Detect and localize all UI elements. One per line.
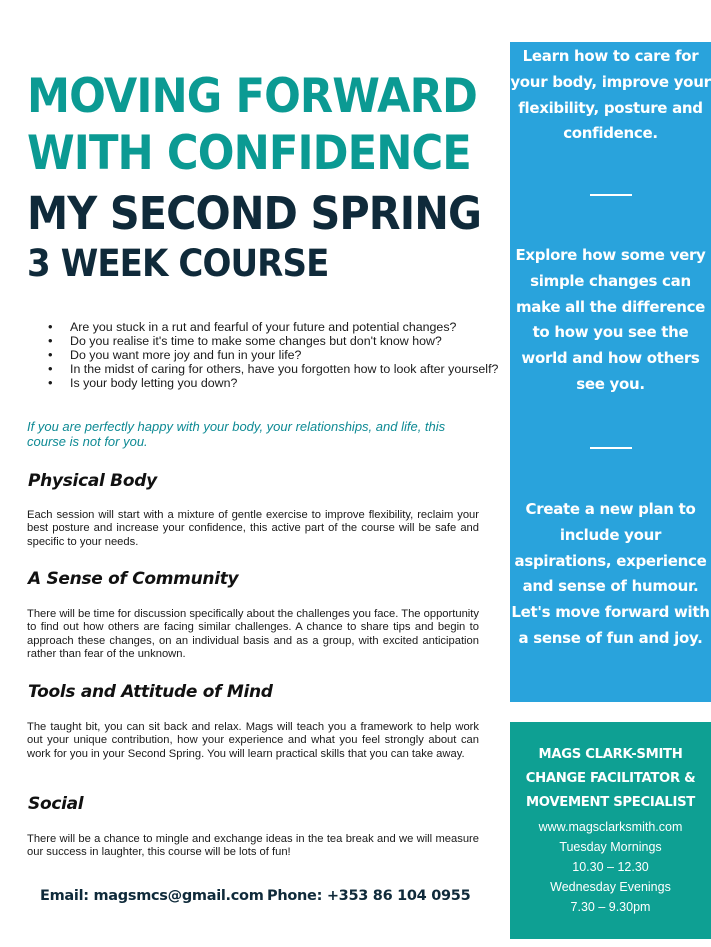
schedule-time-1: 10.30 – 12.30 bbox=[572, 860, 649, 874]
title-line-2: WITH CONFIDENCE bbox=[27, 126, 471, 181]
benefits-panel bbox=[510, 42, 711, 702]
schedule-time-2: 7.30 – 9.30pm bbox=[570, 900, 651, 914]
benefit-block-care: Learn how to care for your body, improve your flexibility, posture and confidence. bbox=[510, 47, 711, 143]
course-length: 3 WEEK COURSE bbox=[27, 242, 329, 285]
panel-divider bbox=[590, 194, 632, 196]
list-item: • Are you stuck in a rut and fearful of your future and potential changes? bbox=[70, 320, 530, 334]
subtitle: MY SECOND SPRING bbox=[27, 187, 482, 240]
schedule-day-1: Tuesday Mornings bbox=[559, 840, 662, 854]
benefit-block-plan: Create a new plan to include your aspirations, experience and sense of humour. Let's move forward with a sense of fun and joy. bbox=[511, 500, 710, 647]
schedule-day-2: Wednesday Evenings bbox=[550, 880, 671, 894]
section-heading-physical-body: Physical Body bbox=[28, 471, 157, 491]
facilitator-website[interactable]: www.magsclarksmith.com bbox=[538, 820, 683, 834]
section-heading-community: A Sense of Community bbox=[28, 569, 239, 589]
section-heading-tools: Tools and Attitude of Mind bbox=[28, 682, 273, 702]
title-line-1: MOVING FORWARD bbox=[27, 69, 478, 124]
section-body-social: There will be a chance to mingle and exchange ideas in the tea break and we will measure our success in laughter, this course will be lots of fun! bbox=[27, 833, 479, 859]
facilitator-panel bbox=[510, 722, 711, 939]
list-item: • Is your body letting you down? bbox=[70, 376, 530, 390]
section-body-physical-body: Each session will start with a mixture of gentle exercise to improve flexibility, reclaim your best posture and increase your confidence, this active part of the course will be safe and specific to your needs. bbox=[27, 509, 479, 548]
list-item: • In the midst of caring for others, have you forgotten how to look after yourself? bbox=[70, 362, 530, 376]
panel-divider bbox=[590, 447, 632, 449]
facilitator-name: MAGS CLARK-SMITH bbox=[538, 747, 683, 762]
facilitator-role: CHANGE FACILITATOR & MOVEMENT SPECIALIST bbox=[525, 771, 696, 810]
contact-email[interactable]: Email: magsmcs@gmail.com bbox=[40, 888, 264, 904]
section-body-community: There will be time for discussion specifically about the challenges you face. The opportunity to find out how others are facing similar challenges. A chance to share tips and begin to approach these changes, on an individual basis and as a group, with excited anticipation rather than fear of the unknown. bbox=[27, 608, 479, 661]
list-item: • Do you want more joy and fun in your life? bbox=[70, 348, 530, 362]
question-list bbox=[28, 320, 530, 390]
disclaimer-note: If you are perfectly happy with your body, your relationships, and life, this course is not for you. bbox=[27, 419, 446, 449]
section-heading-social: Social bbox=[28, 794, 84, 814]
section-body-tools: The taught bit, you can sit back and relax. Mags will teach you a framework to help work out your unique contribution, how your experience and what you feel strongly about can work for you in your Second Spring. You will learn practical skills that you can take away. bbox=[27, 721, 479, 760]
list-item: • Do you realise it's time to make some changes but don't know how? bbox=[70, 334, 530, 348]
benefit-block-changes: Explore how some very simple changes can make all the difference to how you see the world and how others see you. bbox=[515, 246, 706, 393]
contact-phone[interactable]: Phone: +353 86 104 0955 bbox=[267, 888, 471, 904]
